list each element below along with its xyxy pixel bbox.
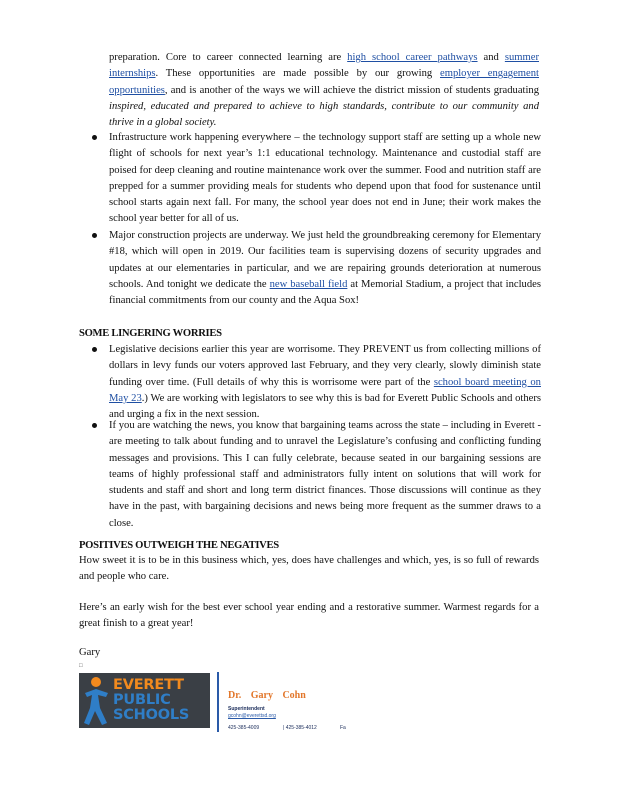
logo-line-public: PUBLIC bbox=[113, 692, 171, 708]
link-baseball-field[interactable]: new baseball field bbox=[269, 278, 348, 290]
bullet-dot bbox=[92, 135, 97, 140]
signature-divider bbox=[217, 672, 219, 732]
bullet-bargaining bbox=[109, 418, 541, 532]
logo-wordmark bbox=[113, 678, 208, 723]
link-school-board-meeting[interactable]: school board meeting on May 23 bbox=[109, 376, 541, 404]
section-heading-worries: SOME LINGERING WORRIES bbox=[79, 328, 222, 339]
signature-phone: 425-385-4009 bbox=[228, 725, 260, 731]
link-summer-internships[interactable]: summer internships bbox=[109, 52, 539, 80]
logo-line-everett: EVERETT bbox=[113, 677, 184, 693]
district-logo bbox=[79, 673, 210, 728]
image-placeholder-icon: □ bbox=[79, 663, 83, 669]
bullet-dot bbox=[92, 423, 97, 428]
intro-text-4: , and is another of the ways we will achieve the district mission of students graduating bbox=[164, 84, 539, 96]
signature-fax: Fa bbox=[340, 725, 346, 731]
bullet-dot bbox=[92, 233, 97, 238]
link-employer-engagement[interactable]: employer engagement opportunities bbox=[109, 68, 539, 96]
district-mission-text: inspired, educated and prepared to achieve to high standards, contribute to our community and thrive in a global society. bbox=[109, 100, 539, 129]
signoff-name: Gary bbox=[79, 647, 101, 658]
signoff bbox=[79, 645, 539, 661]
bullet-infrastructure bbox=[109, 130, 541, 228]
bullet-text: at Memorial Stadium, a project that includes financial commitments from our county and the Aqua Sox! bbox=[109, 278, 541, 307]
closing-text-1: How sweet it is to be in this business which, yes, does have challenges and which, yes, is so full of rewards and people who care. bbox=[79, 555, 539, 583]
section-heading-positives: POSITIVES OUTWEIGH THE NEGATIVES bbox=[79, 540, 279, 551]
signature-phone-2: | 425-385-4012 bbox=[283, 725, 317, 731]
link-career-pathways[interactable]: high school career pathways bbox=[347, 52, 478, 63]
logo-line-schools: SCHOOLS bbox=[113, 707, 190, 723]
closing-text-2: Here’s an early wish for the best ever school year ending and a restorative summer. Warmest regards for a great finish to a great year! bbox=[79, 602, 539, 630]
intro-text-3: . These opportunities are made possible by our growing bbox=[155, 68, 440, 80]
bullet-legislative bbox=[109, 342, 541, 423]
bullet-dot bbox=[92, 347, 97, 352]
bullet-text: Major construction projects are underway. We just held the groundbreaking ceremony for Elementary #18, which will open in 2019. Our facilities team is supervising dozens of security upgrades and updates at our elementaries in particular, and we are repairing grounds deterioration at numerous schools. And tonight we dedicate the bbox=[109, 230, 541, 290]
closing-paragraph-1 bbox=[79, 553, 539, 586]
bullet-text: .) We are working with legislators to see why this is bad for Everett Public Schools and others and urging a fix in the next session. bbox=[109, 392, 541, 421]
bullet-text: Legislative decisions earlier this year are worrisome. They PREVENT us from collecting millions of dollars in levy funds our voters approved last February, and they very clearly, slowly diminish state funding over time. (Full details of why this is worrisome were part of the bbox=[109, 344, 541, 388]
intro-text-2: and bbox=[477, 52, 505, 63]
signature-name: Dr. Gary Cohn bbox=[228, 690, 306, 701]
closing-paragraph-2 bbox=[79, 600, 539, 633]
intro-paragraph bbox=[109, 50, 539, 131]
intro-text-1: preparation. Core to career connected learning are bbox=[109, 52, 348, 63]
signature-title: Superintendent bbox=[228, 706, 265, 712]
bullet-text: If you are watching the news, you know that bargaining teams across the state – including in Everett - are meeting to talk about funding and to unravel the Legislature’s confusing and conflicting funding messages and provisions. This I can fully celebrate, because seated in our bargaining sessions are teams of highly professional staff and administrators fully intent on solutions that will work for students and staff and short and long term district finances. Those discussions will continue as they have in the past, with bargaining decisions and news being more frequent as the summer draws to a close. bbox=[109, 420, 541, 529]
bullet-text: Infrastructure work happening everywhere – the technology support staff are setting up a whole new flight of schools for next year’s 1:1 educational technology. Maintenance and custodial staff are poised for deep cleaning and routine maintenance work over the summer. Food and nutrition staff are prepped for a summer providing meals for students who depend upon that food for sustenance until school starts again next fall. For many, the school year does not end in June; their work makes the school year better for all of us. bbox=[109, 132, 541, 225]
student-figure-icon bbox=[79, 673, 113, 728]
bullet-construction bbox=[109, 228, 541, 309]
signature-email-link[interactable]: gcohn@everettsd.org bbox=[228, 713, 276, 719]
